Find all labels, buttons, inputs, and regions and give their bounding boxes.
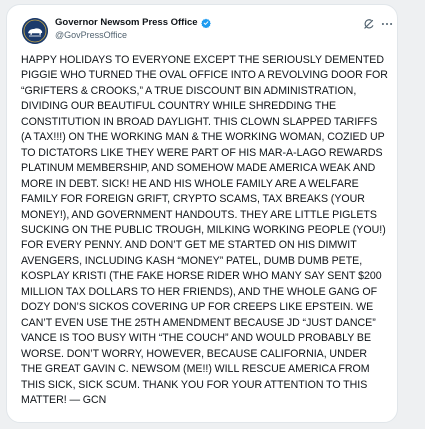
display-name[interactable]: Governor Newsom Press Office	[55, 17, 198, 28]
avatar[interactable]	[22, 18, 48, 44]
user-handle[interactable]: @GovPressOffice	[55, 30, 127, 40]
verified-badge-icon	[201, 18, 211, 28]
name-row	[55, 17, 211, 28]
post-text: HAPPY HOLIDAYS TO EVERYONE EXCEPT THE SERIOUSLY DEMENTED PIGGIE WHO TURNED THE OVAL OFFICE INTO A REVOLVING DOOR FOR “GRIFTERS & CROOKS,” A TRUE DISCOUNT BIN ADMINISTRATION, DIVIDING OUR BEAUTIFUL COUNTRY WHILE SHREDDING THE CONSTITUTION IN BROAD DAYLIGHT. THIS CLOWN SLAPPED TARIFFS (A TAX!!!) ON THE WORKING MAN & THE WORKING WOMAN, COZIED UP TO DICTATORS LIKE THEY WERE PART OF HIS MAR-A-LAGO REWARDS PLATINUM MEMBERSHIP, AND SOMEHOW MADE AMERICA WEAK AND MORE IN DEBT. SICK! HE AND HIS WHOLE FAMILY ARE A WELFARE FAMILY FOR FOREIGN GRIFT, CRYPTO SCAMS, TAX BREAKS (YOUR MONEY!), AND GOVERNMENT HANDOUTS. THEY ARE LITTLE PIGLETS SUCKING ON THE PUBLIC TROUGH, MILKING WORKING PEOPLE (YOU!) FOR EVERY PENNY. AND DON’T GET ME STARTED ON HIS DIMWIT AVENGERS, INCLUDING KASH “MONEY” PATEL, DUMB DUMB PETE, KOSPLAY KRISTI (THE FAKE HORSE RIDER WHO MANY SAY SENT $200 MILLION TAX DOLLARS TO HER FRIENDS), AND THE WHOLE GANG OF DOZY DON’S SICKOS COVERING UP FOR CREEPS LIKE EPSTEIN. WE CAN’T EVEN USE THE 25TH AMENDMENT BECAUSE JD “JUST DANCE” VANCE IS TOO BUSY WITH “THE COUCH” AND WOULD PROBABLY BE WORSE. DON’T WORRY, HOWEVER, BECAUSE CALIFORNIA, UNDER THE GREAT GAVIN C. NEWSOM (ME!!) WILL RESCUE AMERICA FROM THIS SICK, SICK SCUM. THANK YOU FOR YOUR ATTENTION TO THIS MATTER! — GCN	[21, 54, 388, 406]
more-horizontal-icon[interactable]	[380, 17, 394, 31]
california-bear-seal-icon	[22, 18, 48, 44]
grok-icon[interactable]	[362, 17, 376, 31]
post-header	[7, 5, 397, 49]
post-card[interactable]	[6, 4, 398, 423]
